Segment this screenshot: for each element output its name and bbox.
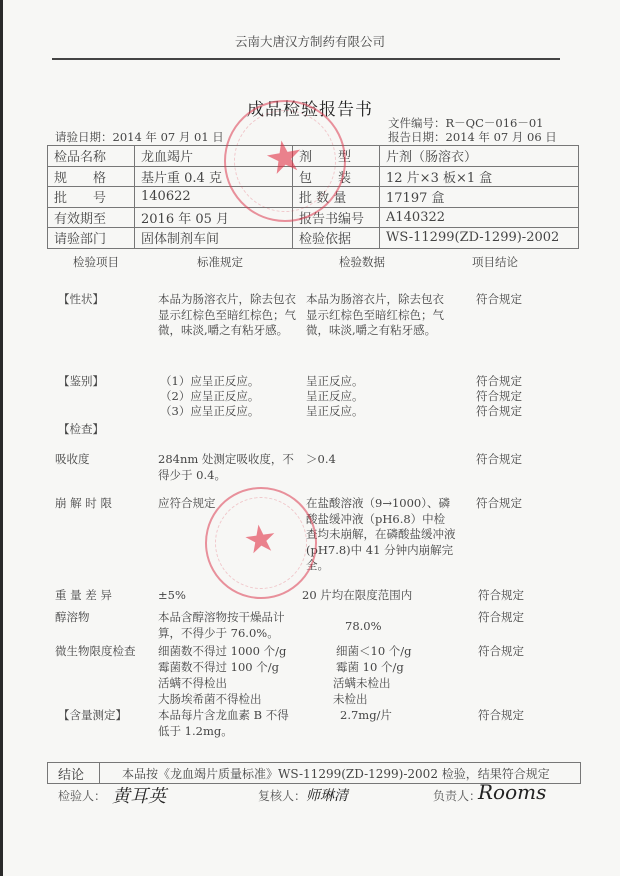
request-date: 请验日期：2014 年 07 月 01 日 (55, 130, 224, 144)
conclusion-text: 符合规定 (476, 292, 522, 306)
responsible-label: 负责人： (433, 789, 482, 803)
info-value: 2016 年 05 月 (135, 207, 293, 228)
file-number: 文件编号：R－QC－016－01 (388, 116, 544, 130)
standard-text: 大肠埃希菌不得检出 (158, 692, 262, 706)
responsible-signature: Rooms (478, 780, 547, 804)
data-text: ＞0.4 (306, 452, 336, 466)
info-value: 17197 盒 (380, 187, 579, 208)
inspector-label: 检验人： (58, 789, 107, 803)
conclusion-text: 本品按《龙血竭片质量标准》WS-11299(ZD-1299)-2002 检验，结果符合规定 (122, 766, 550, 781)
info-value: A140322 (380, 207, 579, 228)
item-label: 重 量 差 异 (55, 588, 112, 602)
data-text: 呈正反应。 (306, 374, 364, 388)
conclusion-text: 符合规定 (476, 452, 522, 466)
standard-text: （2）应呈正反应。 (160, 389, 260, 403)
reviewer-label: 复核人： (258, 789, 307, 803)
info-label: 报告书编号 (293, 207, 380, 228)
col-header-conclusion: 项目结论 (472, 255, 518, 269)
header-divider (52, 58, 560, 60)
standard-text: 应符合规定 (158, 496, 216, 510)
section-label-inspection: 【检查】 (58, 422, 104, 436)
info-label: 请验部门 (48, 228, 135, 249)
conclusion-text: 符合规定 (476, 404, 522, 418)
standard-text: 活螨不得检出 (158, 676, 227, 690)
conclusion-text: 符合规定 (476, 389, 522, 403)
item-label: 【含量测定】 (58, 708, 127, 722)
standard-text: 本品每片含龙血素 B 不得低于 1.2mg。 (158, 708, 289, 738)
info-label: 检验依据 (293, 228, 380, 249)
item-label: 吸收度 (55, 452, 90, 466)
info-label: 剂 型 (293, 146, 380, 167)
item-label: 微生物限度检查 (55, 644, 136, 658)
col-header-item: 检验项目 (73, 255, 119, 269)
data-text: 呈正反应。 (306, 389, 364, 403)
conclusion-label: 结论 (48, 763, 100, 783)
standard-text: （1）应呈正反应。 (160, 374, 260, 388)
data-text: 细菌＜10 个/g (336, 644, 412, 658)
scan-edge (0, 0, 3, 876)
data-text: 本品为肠溶衣片，除去包衣显示红棕色至暗红棕色；气微，味淡,嚼之有粘牙感。 (306, 292, 444, 337)
standard-text: 本品含醇溶物按干燥品计算，不得少于 76.0%。 (158, 610, 285, 640)
conclusion-text: 符合规定 (478, 644, 524, 658)
info-value: 12 片×3 板×1 盒 (380, 166, 579, 187)
reviewer-signature: 师琳清 (306, 788, 348, 804)
item-label: 醇溶物 (55, 610, 90, 624)
standard-text: 霉菌数不得过 100 个/g (158, 660, 279, 674)
data-text: 在盐酸溶液（9→1000）、磷酸盐缓冲液（pH6.8）中检查均未崩解，在磷酸盐缓冲液(pH7.8)中 41 分钟内崩解完全。 (306, 496, 456, 572)
data-text: 2.7mg/片 (340, 708, 392, 722)
info-label: 包 装 (293, 166, 380, 187)
item-label: 【鉴别】 (58, 374, 104, 388)
info-value: 龙血竭片 (135, 146, 293, 167)
info-value: 基片重 0.4 克 (135, 166, 293, 187)
data-text: 未检出 (333, 692, 368, 706)
info-value: 固体制剂车间 (135, 228, 293, 249)
star-icon: ★ (260, 129, 309, 187)
info-label: 批 号 (48, 187, 135, 208)
inspector-signature: 黄耳英 (112, 786, 166, 807)
standard-text: （3）应呈正反应。 (160, 404, 260, 418)
data-text: 呈正反应。 (306, 404, 364, 418)
conclusion-text: 符合规定 (476, 374, 522, 388)
info-label: 批 数 量 (293, 187, 380, 208)
standard-text: 284nm 处测定吸收度，不得少于 0.4。 (158, 452, 294, 482)
conclusion-text: 符合规定 (478, 708, 524, 722)
info-value: 140622 (135, 187, 293, 208)
data-text: 78.0% (345, 619, 382, 633)
conclusion-text: 符合规定 (476, 496, 522, 510)
company-name: 云南大唐汉方制药有限公司 (234, 34, 385, 49)
info-label: 有效期至 (48, 207, 135, 228)
star-icon: ★ (240, 514, 281, 564)
data-text: 霉菌 10 个/g (336, 660, 404, 674)
item-label: 崩 解 时 限 (55, 496, 112, 510)
item-label: 【性状】 (58, 292, 104, 306)
data-text: 活螨未检出 (333, 676, 391, 690)
info-value: 片剂（肠溶衣） (380, 146, 579, 167)
conclusion-text: 符合规定 (478, 588, 524, 602)
report-date: 报告日期：2014 年 07 月 06 日 (388, 130, 557, 144)
standard-text: 本品为肠溶衣片，除去包衣显示红棕色至暗红棕色；气微，味淡,嚼之有粘牙感。 (158, 292, 296, 337)
report-title: 成品检验报告书 (247, 100, 373, 120)
info-label: 规 格 (48, 166, 135, 187)
info-row (48, 228, 579, 249)
standard-text: ±5% (158, 588, 186, 602)
conclusion-text: 符合规定 (478, 610, 524, 624)
standard-text: 细菌数不得过 1000 个/g (158, 644, 287, 658)
info-value: WS-11299(ZD-1299)-2002 (380, 228, 579, 249)
col-header-standard: 标准规定 (197, 255, 243, 269)
info-label: 检品名称 (48, 146, 135, 167)
data-text: 20 片均在限度范围内 (302, 588, 413, 602)
col-header-data: 检验数据 (339, 255, 385, 269)
